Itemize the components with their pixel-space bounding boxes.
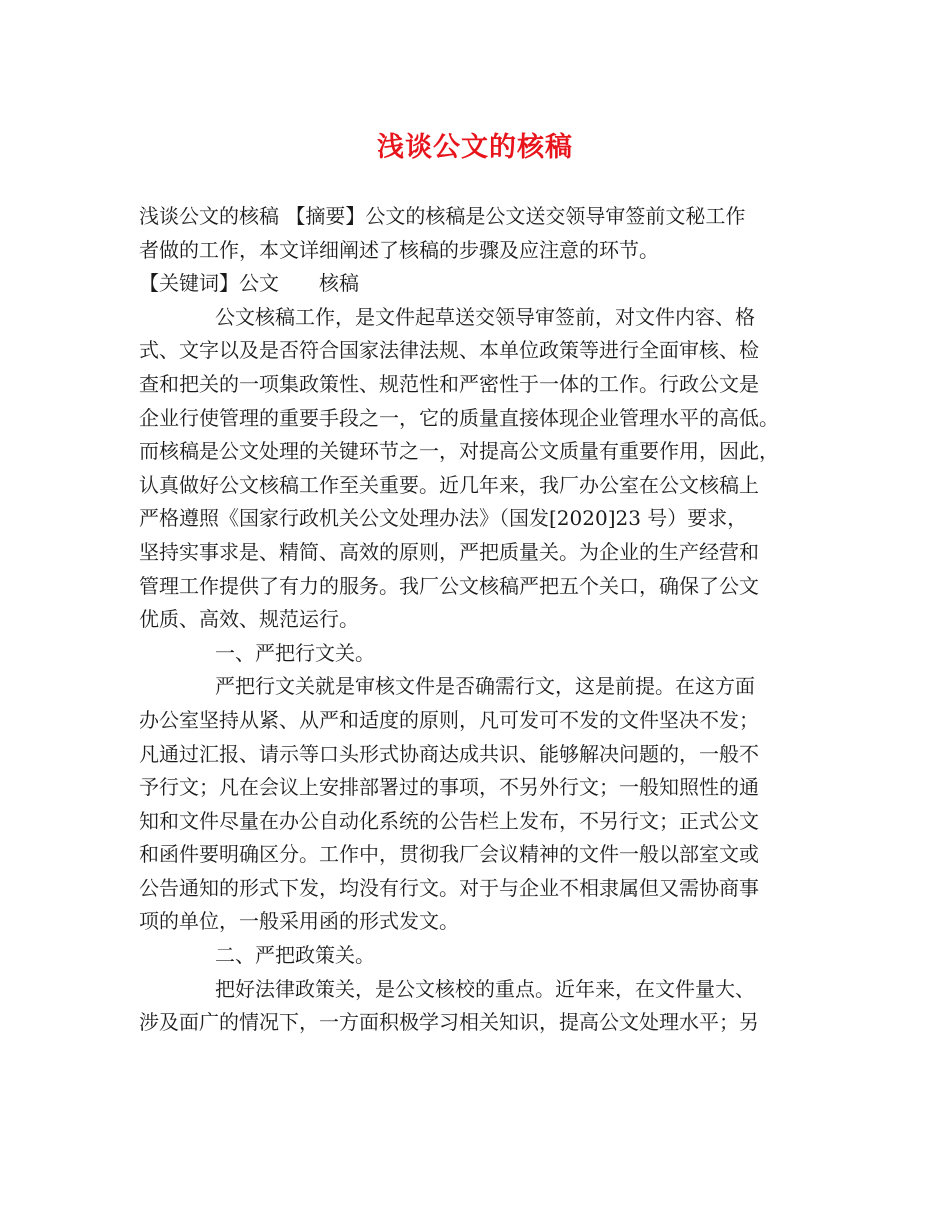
text-line: 严把行文关就是审核文件是否确需行文，这是前提。在这方面 [215,674,755,699]
text-line: 企业行使管理的重要手段之一，它的质量直接体现企业管理水平的高低。 [139,405,779,430]
text-line: 涉及面广的情况下，一方面积极学习相关知识，提高公文处理水平；另 [139,1010,759,1035]
text-line: 项的单位，一般采用函的形式发文。 [139,909,459,934]
text-line: 而核稿是公文处理的关键环节之一，对提高公文质量有重要作用，因此， [139,439,779,464]
text-line: 把好法律政策关，是公文核校的重点。近年来，在文件量大、 [215,976,755,1001]
text-line: 【关键词】公文 核稿 [139,271,359,296]
text-line: 认真做好公文核稿工作至关重要。近几年来，我厂办公室在公文核稿上 [139,472,759,497]
text-line: 知和文件尽量在办公自动化系统的公告栏上发布，不另行文；正式公文 [139,808,759,833]
text-line: 凡通过汇报、请示等口头形式协商达成共识、能够解决问题的，一般不 [139,741,759,766]
text-line: 公文核稿工作，是文件起草送交领导审签前，对文件内容、格 [215,304,755,329]
text-line: 者做的工作，本文详细阐述了核稿的步骤及应注意的环节。 [139,237,659,262]
text-line: 和函件要明确区分。工作中，贯彻我厂会议精神的文件一般以部室文或 [139,842,759,867]
document-body [139,200,819,1040]
text-line: 优质、高效、规范运行。 [139,607,359,632]
text-line: 管理工作提供了有力的服务。我厂公文核稿严把五个关口，确保了公文 [139,573,759,598]
text-line: 一、严把行文关。 [215,640,375,665]
text-line: 查和把关的一项集政策性、规范性和严密性于一体的工作。行政公文是 [139,371,759,396]
document-title: 浅谈公文的核稿 [377,132,573,163]
text-line: 公告通知的形式下发，均没有行文。对于与企业不相隶属但又需协商事 [139,875,759,900]
text-line: 二、严把政策关。 [215,943,375,968]
text-line: 办公室坚持从紧、从严和适度的原则，凡可发可不发的文件坚决不发； [139,707,759,732]
text-line: 浅谈公文的核稿 【摘要】公文的核稿是公文送交领导审签前文秘工作 [139,204,746,228]
text-line: 坚持实事求是、精简、高效的原则，严把质量关。为企业的生产经营和 [139,539,759,564]
text-line: 式、文字以及是否符合国家法律法规、本单位政策等进行全面审核、检 [139,338,759,363]
text-line: 予行文；凡在会议上安排部署过的事项，不另外行文；一般知照性的通 [139,775,759,800]
text-line: 严格遵照《国家行政机关公文处理办法》（国发[2020]23 号）要求， [139,506,748,531]
